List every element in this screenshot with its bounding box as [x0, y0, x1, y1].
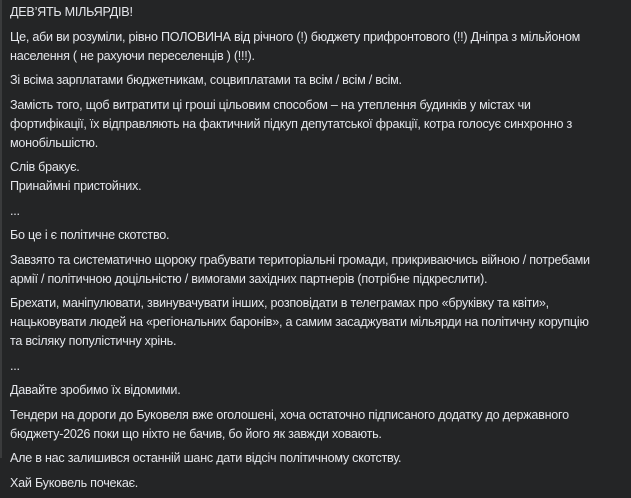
post-paragraph	[10, 251, 625, 289]
paragraph-line: ...	[10, 203, 20, 218]
paragraph-line: населення ( не рахуючи переселенців ) (!!!).	[10, 48, 255, 63]
paragraph-line: фортифікації, їх відправляють на фактичний підкуп депутатської фракції, котра голосує синхронно з	[10, 116, 573, 131]
post-paragraph	[10, 3, 625, 22]
post-paragraph	[10, 381, 625, 400]
paragraph-line: Бо це і є політичне скотство.	[10, 228, 170, 242]
post-paragraph	[10, 474, 625, 493]
paragraph-line: бюджету-2026 поки що ніхто не бачив, бо його як завжди ховають.	[10, 426, 382, 441]
paragraph-line: армії / політичною доцільністю / вимогами західних партнерів (потрібне підкреслити).	[10, 271, 488, 286]
paragraph-line: Слів бракує.	[10, 160, 80, 174]
post-paragraph	[10, 449, 625, 468]
post-paragraph	[10, 202, 625, 221]
post-paragraph	[10, 357, 625, 376]
paragraph-line: Завзято та систематично щороку грабувати територіальні громади, прикриваючись війною / потребами	[10, 252, 590, 267]
paragraph-line: ...	[10, 358, 20, 373]
paragraph-line: Це, аби ви розуміли, рівно ПОЛОВИНА від річного (!) бюджету прифронтового (!!) Дніпра з мільйоном	[10, 29, 580, 44]
post-paragraph	[10, 158, 625, 196]
paragraph-line: Брехати, маніпулювати, звинувачувати інших, розповідати в телеграмах про «бруківку та квіти»,	[10, 296, 549, 310]
post-paragraph	[10, 294, 625, 351]
post-paragraph	[10, 96, 625, 153]
paragraph-line: ДЕВ’ЯТЬ МІЛЬЯРДІВ!	[10, 5, 133, 19]
post-left-border	[0, 0, 2, 458]
post-paragraph	[10, 406, 625, 444]
paragraph-line: Зі всіма зарплатами бюджетникам, соцвиплатами та всім / всім / всім.	[10, 73, 402, 87]
paragraph-line: Тендери на дороги до Буковеля вже оголошені, хоча остаточно підписаного додатку до державного	[10, 407, 569, 422]
paragraph-line: нацьковувати людей на «регіональних баронів», а самим засаджувати мільярди на політичну корупцію	[10, 315, 589, 329]
paragraph-line: Давайте зробимо їх відомими.	[10, 383, 181, 397]
paragraph-line: Але в нас залишився останній шанс дати відсіч політичному скотству.	[10, 451, 402, 465]
post-paragraph	[10, 226, 625, 245]
post-paragraph	[10, 28, 625, 66]
paragraph-line: Принаймні пристойних.	[10, 179, 142, 193]
post-text	[10, 3, 625, 498]
paragraph-line: Хай Буковель почекає.	[10, 475, 138, 490]
paragraph-line: та всіляку популістичну хрінь.	[10, 334, 177, 348]
paragraph-line: монобільшістю.	[10, 135, 98, 150]
paragraph-line: Замість того, щоб витратити ці гроші цільовим способом – на утеплення будинків у містах чи	[10, 97, 531, 112]
post-paragraph	[10, 71, 625, 90]
